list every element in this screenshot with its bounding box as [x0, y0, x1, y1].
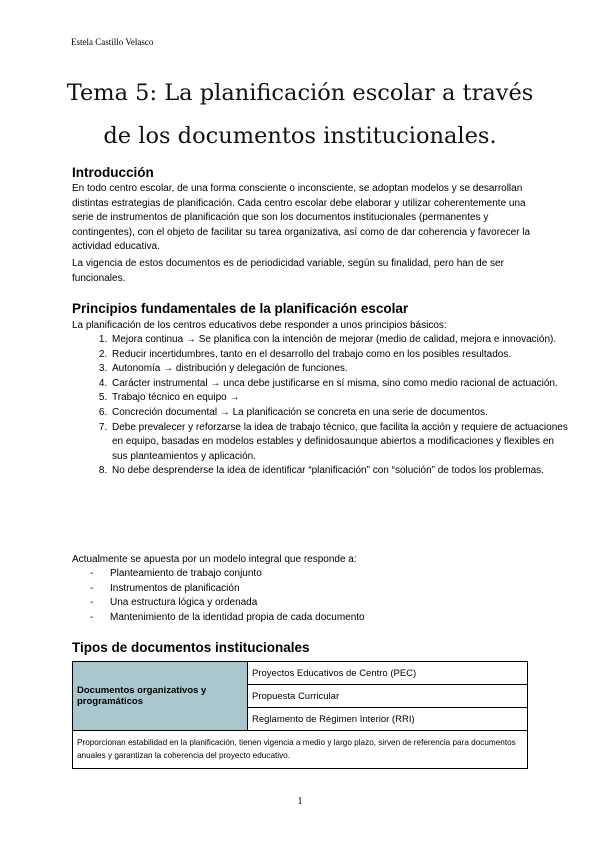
list-item: 6. Concreción documental → La planificación se concreta en una serie de documentos. — [110, 406, 570, 421]
list-item: 7. Debe prevalecer y reforzarse la idea de trabajo técnico, que facilita la acción y requiere de actuaciones en equipo, basadas en modelos estables y definidosaunque abiertos a modificaciones y flexibles en sus planteamientos y aplicación. — [110, 421, 570, 465]
list-item: - Planteamiento de trabajo conjunto — [110, 567, 570, 582]
list-item: 4. Carácter instrumental → unca debe justificarse en sí misma, sino como medio racional de actuación. — [110, 377, 570, 392]
principles-lead: La planificación de los centros educativos debe responder a unos principios básicos: — [72, 320, 447, 331]
intro-paragraph-1: En todo centro escolar, de una forma consciente o inconsciente, se adoptan modelos y se desarrollan distintas estrategias de planificación. Cada centro escolar debe elaborar y utilizar coherentemente una serie de instrumentos de planificación que son los documentos institucionales (permanentes y contingentes), con el objeto de facilitar su tarea organizativa, así como de dar coherencia y favorecer la actividad educativa. — [72, 183, 531, 253]
documents-table — [72, 661, 528, 769]
list-item: 2. Reducir incertidumbres, tanto en el desarrollo del trabajo como en los posibles resultados. — [110, 348, 570, 363]
model-lead: Actualmente se apuesta por un modelo integral que responde a: — [72, 554, 357, 565]
list-item: 5. Trabajo técnico en equipo → — [110, 391, 570, 406]
types-heading: Tipos de documentos institucionales — [72, 640, 310, 655]
document-cell: Proyectos Educativos de Centro (PEC) — [248, 662, 528, 685]
title-line-2: de los documentos institucionales. — [103, 123, 497, 149]
model-list — [72, 567, 570, 625]
table-row — [73, 662, 528, 685]
category-cell: Documentos organizativos y programáticos — [73, 662, 248, 731]
list-item: 1. Mejora continua → Se planifica con la intención de mejorar (medio de calidad, mejora e innovación). — [110, 333, 570, 348]
principles-heading: Principios fundamentales de la planificación escolar — [72, 301, 409, 316]
list-item: - Una estructura lógica y ordenada — [110, 596, 570, 611]
page-number: 1 — [297, 796, 303, 807]
list-item: 3. Autonomía → distribución y delegación de funciones. — [110, 362, 570, 377]
document-cell: Propuesta Curricular — [248, 685, 528, 708]
principles-list — [72, 333, 570, 479]
list-item: - Instrumentos de planificación — [110, 582, 570, 597]
note-cell: Proporcionan estabilidad en la planificación, tienen vigencia a medio y largo plazo, sirven de referencia para documentos anuales y garantizan la coherencia del proyecto educativo. — [73, 731, 528, 769]
intro-paragraph-2: La vigencia de estos documentos es de periodicidad variable, según su finalidad, pero han de ser funcionales. — [72, 258, 504, 284]
list-item: - Mantenimiento de la identidad propia de cada documento — [110, 611, 570, 626]
title-line-1: Tema 5: La planificación escolar a través — [66, 80, 534, 106]
document-title — [40, 72, 560, 158]
document-cell: Reglamento de Régimen Interior (RRI) — [248, 708, 528, 731]
table-row — [73, 731, 528, 769]
author-name: Estela Castillo Velasco — [71, 37, 154, 47]
intro-heading: Introducción — [72, 165, 154, 180]
list-item: 8. No debe desprenderse la idea de identificar “planificación” con “solución” de todos los problemas. — [110, 464, 570, 479]
